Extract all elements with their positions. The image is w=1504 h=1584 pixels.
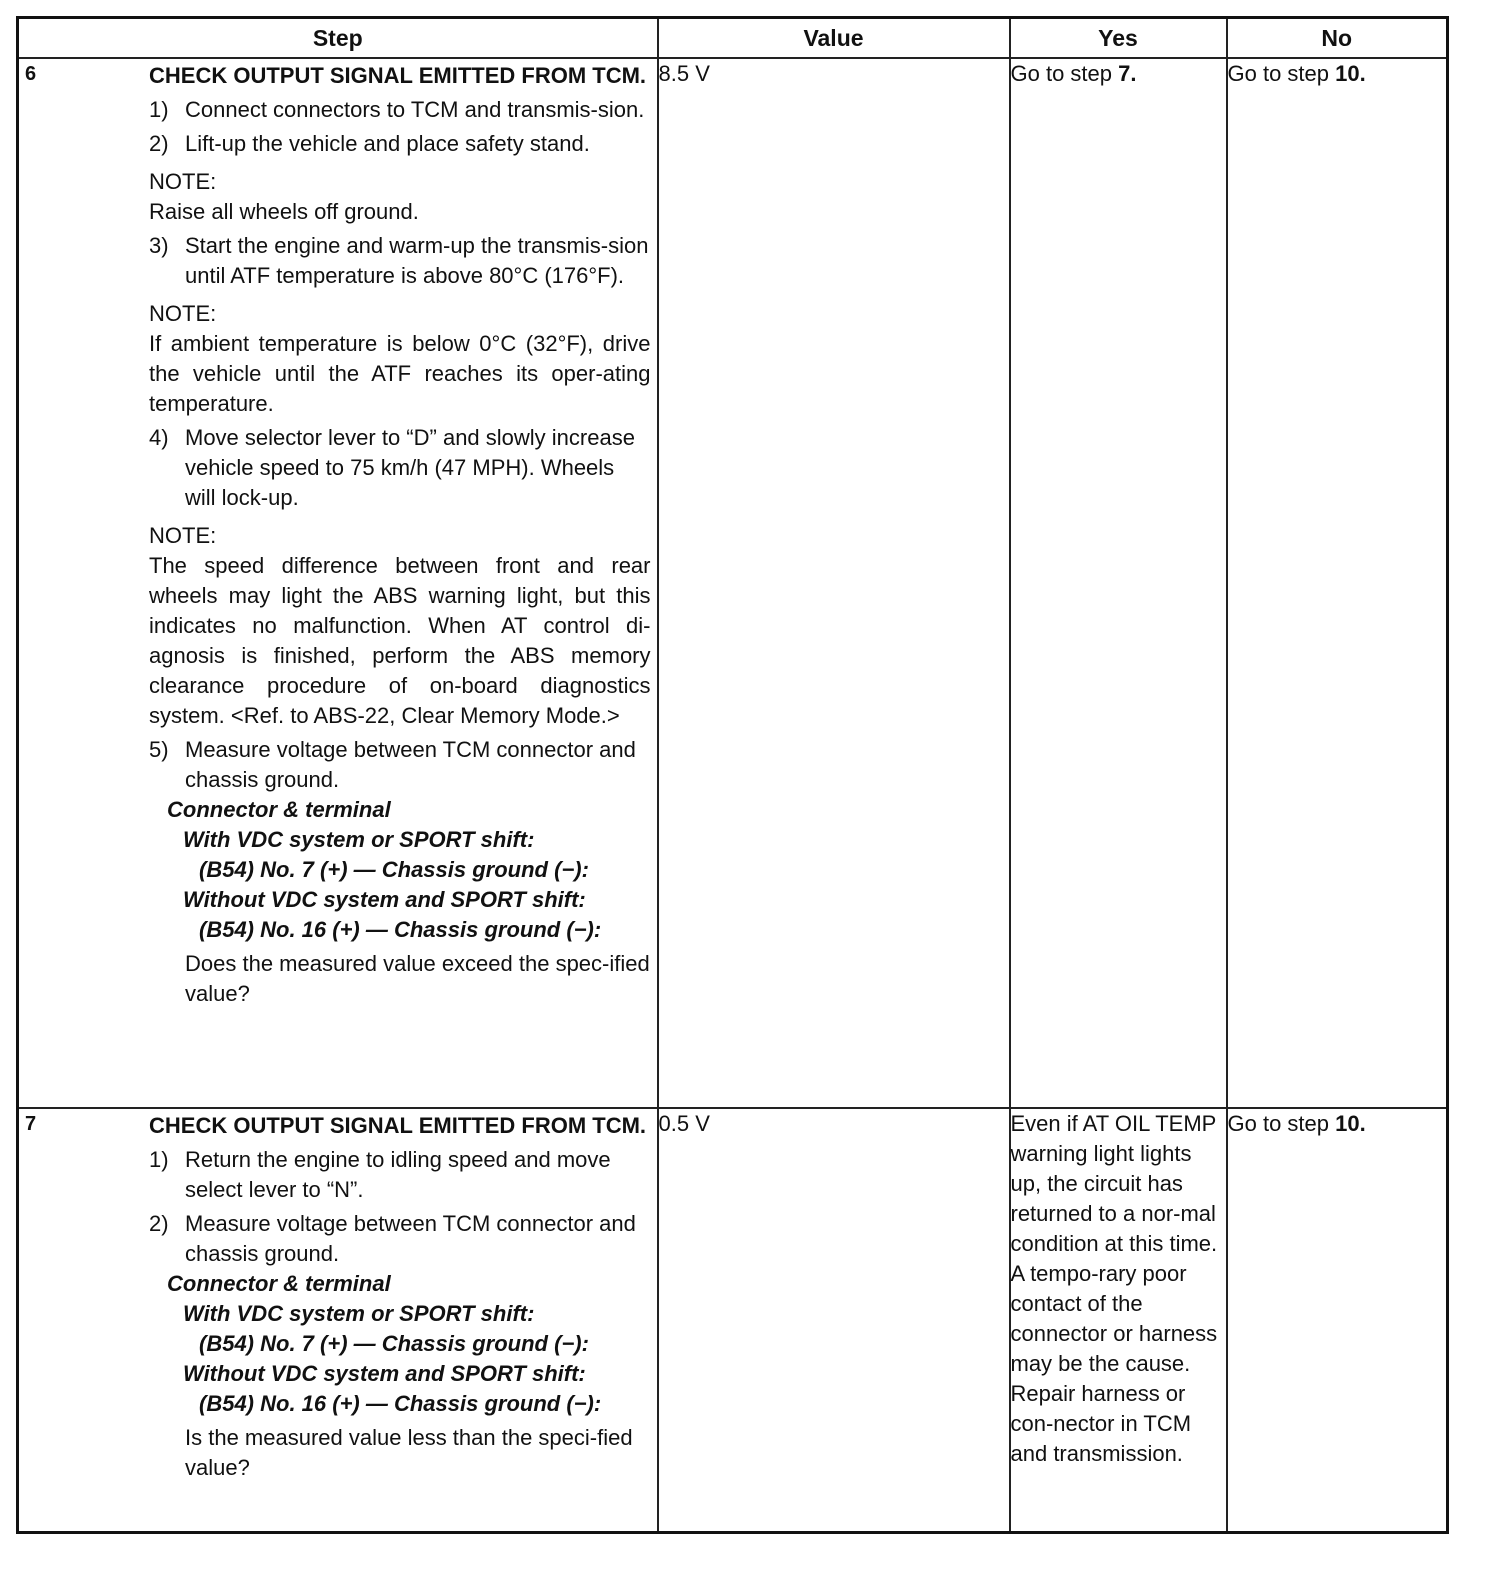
header-no: No xyxy=(1227,18,1448,59)
yes-step-number: 7. xyxy=(1118,61,1137,86)
list-marker: 2) xyxy=(149,1211,169,1236)
no-step-number: 10. xyxy=(1335,61,1366,86)
no-text: Go to step xyxy=(1227,1111,1330,1136)
with-vdc-label: With VDC system or SPORT shift: xyxy=(183,1301,535,1326)
header-yes: Yes xyxy=(1010,18,1227,59)
without-vdc-label: Without VDC system and SPORT shift: xyxy=(183,887,586,912)
list-text: Lift-up the vehicle and place safety stand. xyxy=(185,131,590,156)
table-row-step-6 xyxy=(18,58,1448,1108)
list-text: Move selector lever to “D” and slowly increase vehicle speed to 75 km/h (47 MPH). Wheels will lock-up. xyxy=(185,425,635,510)
yes-text: Go to step xyxy=(1010,61,1113,86)
table-row-step-7 xyxy=(18,1108,1448,1532)
note-text: Raise all wheels off ground. xyxy=(149,199,419,224)
step-body xyxy=(143,1109,657,1489)
note-label: NOTE: xyxy=(149,301,217,326)
list-item xyxy=(149,1209,651,1269)
step-title: CHECK OUTPUT SIGNAL EMITTED FROM TCM. xyxy=(149,1113,647,1138)
list-marker: 1) xyxy=(149,97,169,122)
with-vdc-terminal: (B54) No. 7 (+) — Chassis ground (−): xyxy=(199,857,589,882)
list-item xyxy=(149,735,651,795)
without-vdc-terminal: (B54) No. 16 (+) — Chassis ground (−): xyxy=(199,917,602,942)
list-text: Return the engine to idling speed and move select lever to “N”. xyxy=(185,1147,611,1202)
diagnostic-table xyxy=(16,16,1449,1534)
list-marker: 1) xyxy=(149,1147,169,1172)
step-cell xyxy=(18,1108,658,1532)
list-marker: 5) xyxy=(149,737,169,762)
list-item xyxy=(149,231,651,291)
list-item xyxy=(149,129,651,159)
with-vdc-label: With VDC system or SPORT shift: xyxy=(183,827,535,852)
list-item xyxy=(149,423,651,513)
check-question: Does the measured value exceed the spec-ified value? xyxy=(185,951,650,1006)
list-item xyxy=(149,95,651,125)
note-label: NOTE: xyxy=(149,523,217,548)
with-vdc-terminal: (B54) No. 7 (+) — Chassis ground (−): xyxy=(199,1331,589,1356)
value-cell: 0.5 V xyxy=(658,1108,1010,1532)
list-marker: 4) xyxy=(149,425,169,450)
list-text: Start the engine and warm-up the transmis-sion until ATF temperature is above 80°C (176°F). xyxy=(185,233,649,288)
list-marker: 2) xyxy=(149,131,169,156)
list-text: Measure voltage between TCM connector and chassis ground. xyxy=(185,737,636,792)
without-vdc-terminal: (B54) No. 16 (+) — Chassis ground (−): xyxy=(199,1391,602,1416)
header-row xyxy=(18,18,1448,59)
step-body xyxy=(143,59,657,1015)
no-cell xyxy=(1227,1108,1448,1532)
value-cell: 8.5 V xyxy=(658,58,1010,1108)
step-cell xyxy=(18,58,658,1108)
no-cell xyxy=(1227,58,1448,1108)
without-vdc-label: Without VDC system and SPORT shift: xyxy=(183,1361,586,1386)
list-text: Connect connectors to TCM and transmis-sion. xyxy=(185,97,645,122)
note-label: NOTE: xyxy=(149,169,217,194)
header-step: Step xyxy=(18,18,658,59)
step-title: CHECK OUTPUT SIGNAL EMITTED FROM TCM. xyxy=(149,63,647,88)
connector-terminal-heading: Connector & terminal xyxy=(167,1271,391,1296)
no-step-number: 10. xyxy=(1335,1111,1366,1136)
check-question: Is the measured value less than the speci-fied value? xyxy=(185,1425,633,1480)
connector-terminal-heading: Connector & terminal xyxy=(167,797,391,822)
yes-cell: Even if AT OIL TEMP warning light lights up, the circuit has returned to a nor-mal condition at this time. A tempo-rary poor contact of the connector or harness may be the cause. Repair harness or con-nector in TCM and transmission. xyxy=(1010,1108,1227,1532)
step-number: 7 xyxy=(25,1113,37,1135)
list-marker: 3) xyxy=(149,233,169,258)
note-text: The speed difference between front and rear wheels may light the ABS warning light, but this indicates no malfunction. When AT control di-agnosis is finished, perform the ABS memory clearance procedure of on-board diagnostics system. <Ref. to ABS-22, Clear Memory Mode.> xyxy=(149,553,651,728)
list-text: Measure voltage between TCM connector and chassis ground. xyxy=(185,1211,636,1266)
header-value: Value xyxy=(658,18,1010,59)
list-item xyxy=(149,1145,651,1205)
step-number: 6 xyxy=(25,63,37,85)
yes-cell xyxy=(1010,58,1227,1108)
note-text: If ambient temperature is below 0°C (32°F), drive the vehicle until the ATF reaches its oper-ating temperature. xyxy=(149,331,651,416)
no-text: Go to step xyxy=(1227,61,1330,86)
